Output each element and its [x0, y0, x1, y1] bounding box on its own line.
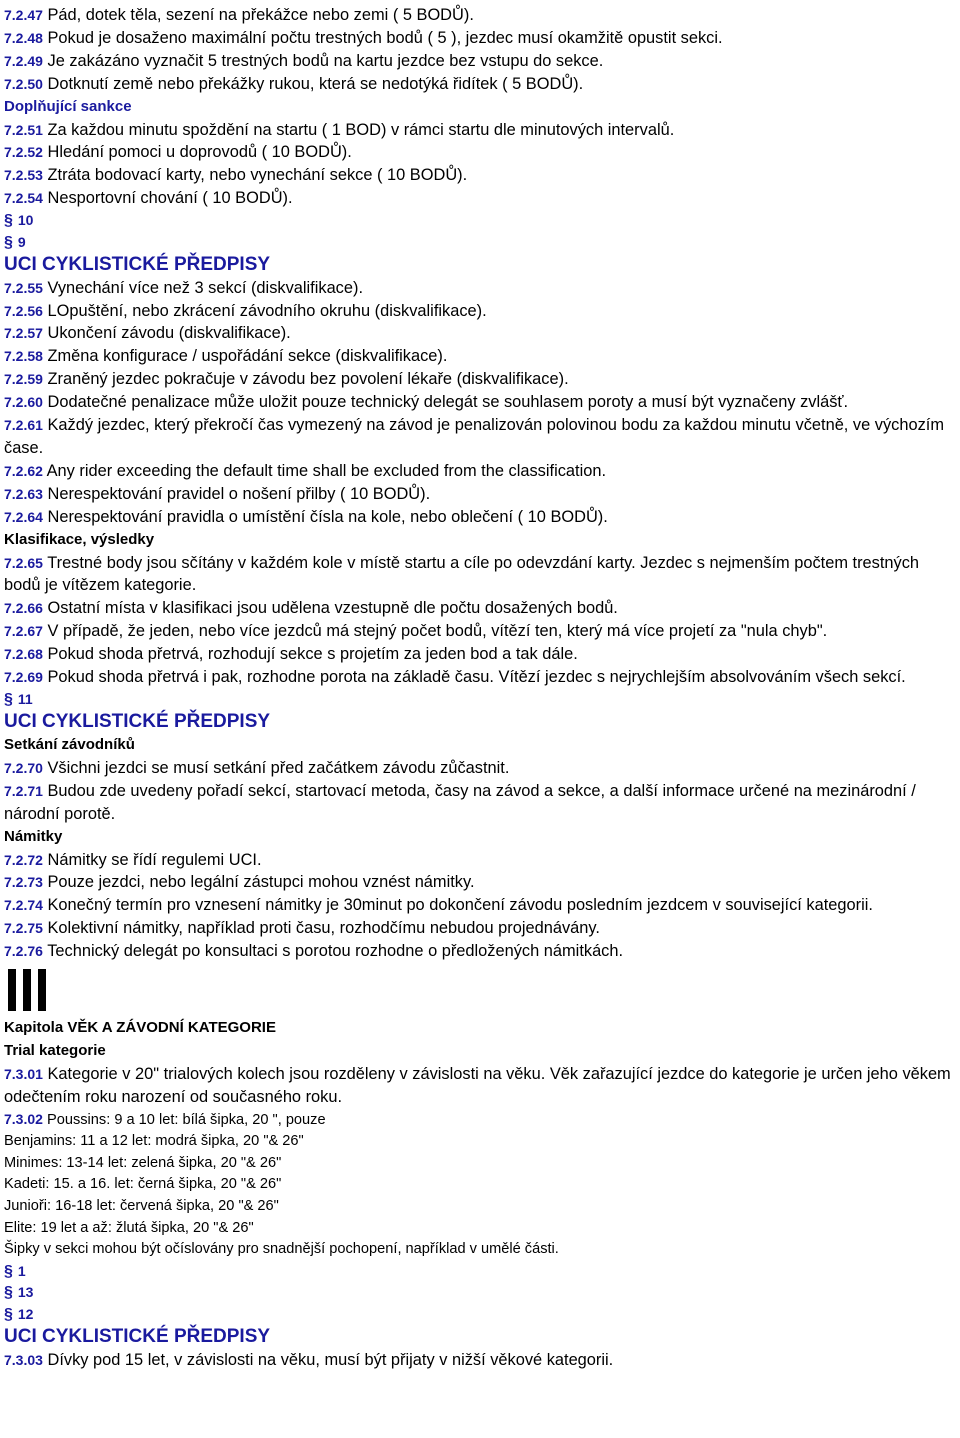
- rule-line: [4, 141, 956, 164]
- page-number: 9: [17, 233, 26, 250]
- rule-number: 7.2.66: [4, 600, 43, 617]
- rule-number: 7.2.71: [4, 782, 43, 799]
- document-page: [4, 4, 956, 1372]
- rule-list-supplementary: [4, 119, 956, 211]
- rule-number: 7.3.02: [4, 1110, 43, 1127]
- rule-line: [4, 368, 956, 391]
- section-sign-icon: §: [4, 1262, 13, 1280]
- category-item: Elite: 19 let a až: žlutá šipka, 20 "& 26": [4, 1219, 254, 1236]
- page-mark: [4, 1261, 956, 1283]
- rule-text: Dotknutí země nebo překážky rukou, která se nedotýká řidítek ( 5 BODŮ).: [47, 74, 584, 93]
- rule-text: Technický delegát po konsultaci s porotou rozhodne o předložených námitkách.: [47, 942, 624, 961]
- rule-text: Ztráta bodovací karty, nebo vynechání sekce ( 10 BODŮ).: [47, 166, 468, 185]
- rule-line: [4, 391, 956, 414]
- rule-line: [4, 552, 956, 598]
- rule-line: [4, 4, 956, 27]
- rule-line: [4, 119, 956, 142]
- rule-number: 7.2.49: [4, 52, 43, 69]
- roman-bar: [38, 969, 46, 1011]
- rule-number: 7.2.57: [4, 325, 43, 342]
- rule-number: 7.2.55: [4, 279, 43, 296]
- rule-line: [4, 50, 956, 73]
- rule-number: 7.2.73: [4, 874, 43, 891]
- rule-line: [4, 27, 956, 50]
- rule-line: [4, 757, 956, 780]
- rule-line: [4, 277, 956, 300]
- rule-text: Any rider exceeding the default time shall be excluded from the classification.: [46, 461, 606, 480]
- rule-list-meeting: [4, 757, 956, 826]
- rule-number: 7.2.68: [4, 646, 43, 663]
- page-number: 10: [17, 212, 34, 229]
- rule-number: 7.2.48: [4, 29, 43, 46]
- rule-text: Pád, dotek těla, sezení na překážce nebo zemi ( 5 BODŮ).: [47, 6, 474, 24]
- page-mark: [4, 232, 956, 254]
- rule-number: 7.2.61: [4, 417, 43, 434]
- rule-list-classification: [4, 552, 956, 689]
- rule-text: Všichni jezdci se musí setkání před začátkem závodu zůčastnit.: [47, 758, 510, 777]
- rule-number: 7.2.69: [4, 669, 43, 686]
- rule-list-disqualification: [4, 277, 956, 529]
- rule-text: Pokud je dosaženo maximální počtu trestných bodů ( 5 ), jezdec musí okamžitě opustit sekci.: [47, 28, 723, 47]
- rule-text: Budou zde uvedeny pořadí sekcí, startovací metoda, časy na závod a sekce, a další informace určené na mezinárodní / národní porotě.: [4, 781, 916, 823]
- rule-line: [4, 871, 956, 894]
- rule-number: 7.2.63: [4, 485, 43, 502]
- section-heading-klasifikace: Klasifikace, výsledky: [4, 530, 155, 548]
- section-sign-icon: §: [4, 1284, 13, 1302]
- rule-line: [4, 940, 956, 963]
- rule-text: LOpuštění, nebo zkrácení závodního okruhu (diskvalifikace).: [47, 301, 487, 320]
- category-item: Junioři: 16-18 let: červená šipka, 20 "& 26": [4, 1198, 279, 1215]
- rule-line: [4, 322, 956, 345]
- page-number: 13: [17, 1284, 34, 1301]
- rule-text: Změna konfigurace / uspořádání sekce (diskvalifikace).: [47, 347, 448, 366]
- rule-line: [4, 164, 956, 187]
- section-sign-icon: §: [4, 233, 13, 251]
- rule-line: [4, 460, 956, 483]
- rule-text: Poussins: 9 a 10 let: bílá šipka, 20 ", pouze: [47, 1111, 326, 1128]
- rule-text: Zraněný jezdec pokračuje v závodu bez povolení lékaře (diskvalifikace).: [47, 370, 569, 389]
- uci-heading: UCI CYKLISTICKÉ PŘEDPISY: [4, 254, 271, 276]
- rule-number: 7.2.50: [4, 75, 43, 92]
- rule-line: [4, 1109, 956, 1132]
- rule-line: [4, 300, 956, 323]
- category-item: Benjamins: 11 a 12 let: modrá šipka, 20 "& 26": [4, 1133, 304, 1150]
- rule-number: 7.2.60: [4, 394, 43, 411]
- page-mark: [4, 1304, 956, 1326]
- chapter-heading: Kapitola VĚK A ZÁVODNÍ KATEGORIE: [4, 1019, 276, 1037]
- rule-text: Za každou minutu spoždění na startu ( 1 BOD) v rámci startu dle minutových intervalů.: [47, 120, 675, 139]
- rule-line: [4, 620, 956, 643]
- roman-bar: [23, 969, 31, 1011]
- uci-heading: UCI CYKLISTICKÉ PŘEDPISY: [4, 711, 271, 733]
- rule-line: [4, 666, 956, 689]
- rule-text: Dívky pod 15 let, v závislosti na věku, musí být přijaty v nižší věkové kategorii.: [47, 1350, 614, 1369]
- rule-number: 7.3.03: [4, 1351, 43, 1368]
- rule-number: 7.2.65: [4, 554, 43, 571]
- page-number: 11: [17, 690, 33, 707]
- rule-text: Nerespektování pravidla o umístění čísla na kole, nebo oblečení ( 10 BODŮ).: [47, 507, 608, 526]
- rule-number: 7.2.76: [4, 943, 43, 960]
- rule-line: [4, 643, 956, 666]
- rule-text: Nerespektování pravidel o nošení přilby ( 10 BODŮ).: [47, 484, 431, 503]
- rule-list-protests: [4, 849, 956, 964]
- rule-line: [4, 483, 956, 506]
- rule-number: 7.2.64: [4, 508, 43, 525]
- rule-number: 7.2.62: [4, 462, 43, 479]
- rule-text: Pokud shoda přetrvá i pak, rozhodne porota na základě času. Vítězí jezdec s nejrychlejším absolvováním všech sekcí.: [47, 668, 906, 687]
- roman-bar: [8, 969, 16, 1011]
- uci-heading: UCI CYKLISTICKÉ PŘEDPISY: [4, 1326, 271, 1348]
- section-sign-icon: §: [4, 212, 13, 230]
- rule-number: 7.2.51: [4, 121, 43, 138]
- rule-text: Trestné body jsou sčítány v každém kole v místě startu a cíle po odevzdání karty. Jezdec s nejmenším počtem trestných bodů je vítězem kategorie.: [4, 553, 920, 595]
- page-number: 1: [17, 1262, 26, 1279]
- rule-text: Kategorie v 20" trialových kolech jsou rozděleny v závislosti na věku. Věk zařazující jezdce do kategorie je určen jeho věkem odečtením roku narození od současného roku.: [4, 1064, 951, 1106]
- section-sign-icon: §: [4, 1305, 13, 1323]
- rule-text: Námitky se řídí regulemi UCI.: [47, 850, 262, 869]
- rule-number: 7.2.72: [4, 851, 43, 868]
- rule-text: Konečný termín pro vznesení námitky je 30minut po dokončení závodu posledním jezdcem v související kategorii.: [47, 896, 873, 915]
- rule-line: [4, 506, 956, 529]
- rule-text: Je zakázáno vyznačit 5 trestných bodů na kartu jezdce bez vstupu do sekce.: [47, 51, 604, 70]
- rule-line: [4, 187, 956, 210]
- rule-text: Nesportovní chování ( 10 BODŮ).: [47, 189, 293, 208]
- rule-number: 7.2.53: [4, 167, 43, 184]
- rule-line: [4, 1063, 956, 1109]
- roman-numeral-three-icon: [8, 969, 956, 1015]
- page-mark: [4, 210, 956, 232]
- rule-line: [4, 1349, 956, 1372]
- category-item: Minimes: 13-14 let: zelená šipka, 20 "& 26": [4, 1154, 282, 1171]
- category-note: Šipky v sekci mohou být očíslovány pro snadnější pochopení, například v umělé části.: [4, 1241, 559, 1258]
- section-heading-trial: Trial kategorie: [4, 1041, 106, 1059]
- rule-line: [4, 414, 956, 460]
- rule-number: 7.2.56: [4, 302, 43, 319]
- rule-text: Pouze jezdci, nebo legální zástupci mohou vznést námitky.: [47, 873, 475, 892]
- rule-line: [4, 849, 956, 872]
- rule-text: Vynechání více než 3 sekcí (diskvalifikace).: [47, 278, 364, 297]
- rule-number: 7.2.70: [4, 759, 43, 776]
- rule-line: [4, 345, 956, 368]
- page-mark: [4, 689, 956, 711]
- rule-number: 7.2.67: [4, 623, 43, 640]
- rule-number: 7.2.74: [4, 897, 43, 914]
- rule-number: 7.2.75: [4, 920, 43, 937]
- rule-line: [4, 73, 956, 96]
- section-sign-icon: §: [4, 690, 13, 708]
- rule-number: 7.2.52: [4, 144, 43, 161]
- rule-line: [4, 894, 956, 917]
- rule-line: [4, 917, 956, 940]
- page-number: 12: [17, 1305, 34, 1322]
- section-heading-namitky: Námitky: [4, 827, 63, 845]
- rule-number: 7.3.01: [4, 1065, 43, 1082]
- rule-text: Ostatní místa v klasifikaci jsou udělena vzestupně dle počtu dosažených bodů.: [47, 599, 618, 618]
- rule-text: Hledání pomoci u doprovodů ( 10 BODŮ).: [47, 143, 352, 162]
- rule-number: 7.2.58: [4, 348, 43, 365]
- category-item: Kadeti: 15. a 16. let: černá šipka, 20 "& 26": [4, 1176, 282, 1193]
- rule-list-penalties: [4, 4, 956, 96]
- rule-text: Ukončení závodu (diskvalifikace).: [47, 324, 291, 343]
- rule-line: [4, 780, 956, 826]
- rule-line: [4, 597, 956, 620]
- section-heading-doplnujici: Doplňující sankce: [4, 97, 132, 115]
- rule-text: Dodatečné penalizace může uložit pouze technický delegát se souhlasem poroty a musí být vyznačeny zvlášť.: [47, 393, 849, 412]
- section-heading-setkani: Setkání závodníků: [4, 735, 135, 753]
- rule-text: Kolektivní námitky, například proti času, rozhodčímu nebudou projednávány.: [47, 919, 600, 938]
- rule-number: 7.2.47: [4, 7, 43, 23]
- rule-text: Každý jezdec, který překročí čas vymezený na závod je penalizován polovinou bodu za každou minutu včetně, ve výchozím čase.: [4, 416, 944, 457]
- category-list: [4, 1131, 956, 1261]
- rule-number: 7.2.59: [4, 371, 43, 388]
- rule-text: V případě, že jeden, nebo více jezdců má stejný počet bodů, vítězí ten, který má více projetí za "nula chyb".: [47, 622, 828, 641]
- rule-number: 7.2.54: [4, 190, 43, 207]
- page-mark: [4, 1282, 956, 1304]
- rule-text: Pokud shoda přetrvá, rozhodují sekce s projetím za jeden bod a tak dále.: [47, 645, 578, 664]
